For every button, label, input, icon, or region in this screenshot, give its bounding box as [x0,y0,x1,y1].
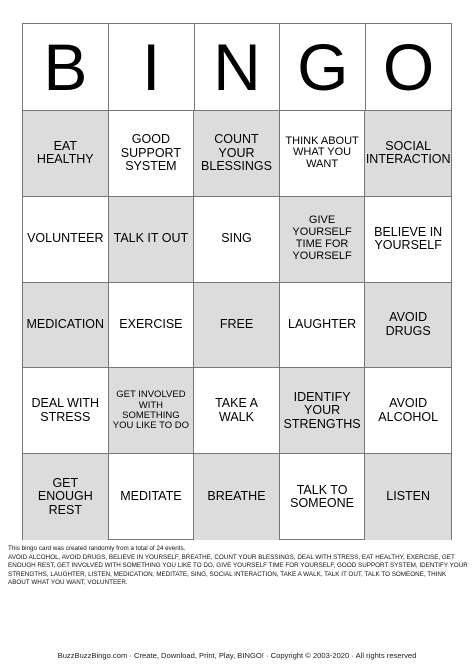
bingo-cell[interactable]: GOOD SUPPORT SYSTEM [109,111,195,197]
bingo-cell[interactable]: LAUGHTER [280,283,366,369]
bingo-cell[interactable]: MEDICATION [23,283,109,369]
header-letter-g: G [280,24,366,111]
bingo-cell[interactable]: GIVE YOURSELF TIME FOR YOURSELF [280,197,366,283]
bingo-cell[interactable]: THINK ABOUT WHAT YOU WANT [280,111,366,197]
bingo-cell[interactable]: SOCIAL INTERACTION [365,111,451,197]
bingo-cell[interactable]: COUNT YOUR BLESSINGS [194,111,280,197]
bingo-cell[interactable]: AVOID ALCOHOL [365,368,451,454]
card-description [8,545,468,588]
bingo-cell[interactable]: GET ENOUGH REST [23,454,109,540]
bingo-cell[interactable]: LISTEN [365,454,451,540]
bingo-cell[interactable]: VOLUNTEER [23,197,109,283]
copyright-line: BuzzBuzzBingo.com · Create, Download, Print, Play, BINGO! · Copyright © 2003-2020 · All rights reserved [57,651,417,660]
bingo-cell[interactable]: IDENTIFY YOUR STRENGTHS [280,368,366,454]
bingo-grid [23,111,451,540]
header-letter-i: I [109,24,195,111]
bingo-cell[interactable]: DEAL WITH STRESS [23,368,109,454]
bingo-cell[interactable]: GET INVOLVED WITH SOMETHING YOU LIKE TO DO [109,368,195,454]
bingo-card [22,23,452,540]
bingo-cell[interactable]: SING [194,197,280,283]
bingo-header-row [23,24,451,111]
event-list: AVOID ALCOHOL, AVOID DRUGS, BELIEVE IN YOURSELF, BREATHE, COUNT YOUR BLESSINGS, DEAL WITH STRESS, EAT HEALTHY, EXERCISE, GET ENOUGH REST, GET INVOLVED WITH SOMETHING YOU LIKE TO DO, GIVE YOURSELF TIME FOR YOURSELF, GOOD SUPPORT SYSTEM, IDENTIFY YOUR STRENGTHS, LAUGHTER, LISTEN, MEDICATION, MEDITATE, SING, SOCIAL INTERACTION, TAKE A WALK, TALK IT OUT, TALK TO SOMEONE, THINK ABOUT WHAT YOU WANT, VOLUNTEER. [8,553,468,586]
header-letter-b: B [23,24,109,111]
bingo-cell[interactable]: BELIEVE IN YOURSELF [365,197,451,283]
bingo-cell[interactable]: TALK TO SOMEONE [280,454,366,540]
card-intro: This bingo card was created randomly from a total of 24 events. [8,545,186,552]
bingo-cell[interactable]: EAT HEALTHY [23,111,109,197]
header-letter-o: O [366,24,451,111]
bingo-cell[interactable]: EXERCISE [109,283,195,369]
bingo-cell[interactable]: BREATHE [194,454,280,540]
bingo-cell[interactable]: FREE [194,283,280,369]
bingo-cell[interactable]: AVOID DRUGS [365,283,451,369]
header-letter-n: N [195,24,281,111]
bingo-cell[interactable]: TAKE A WALK [194,368,280,454]
bingo-cell[interactable]: MEDITATE [109,454,195,540]
bingo-cell[interactable]: TALK IT OUT [109,197,195,283]
